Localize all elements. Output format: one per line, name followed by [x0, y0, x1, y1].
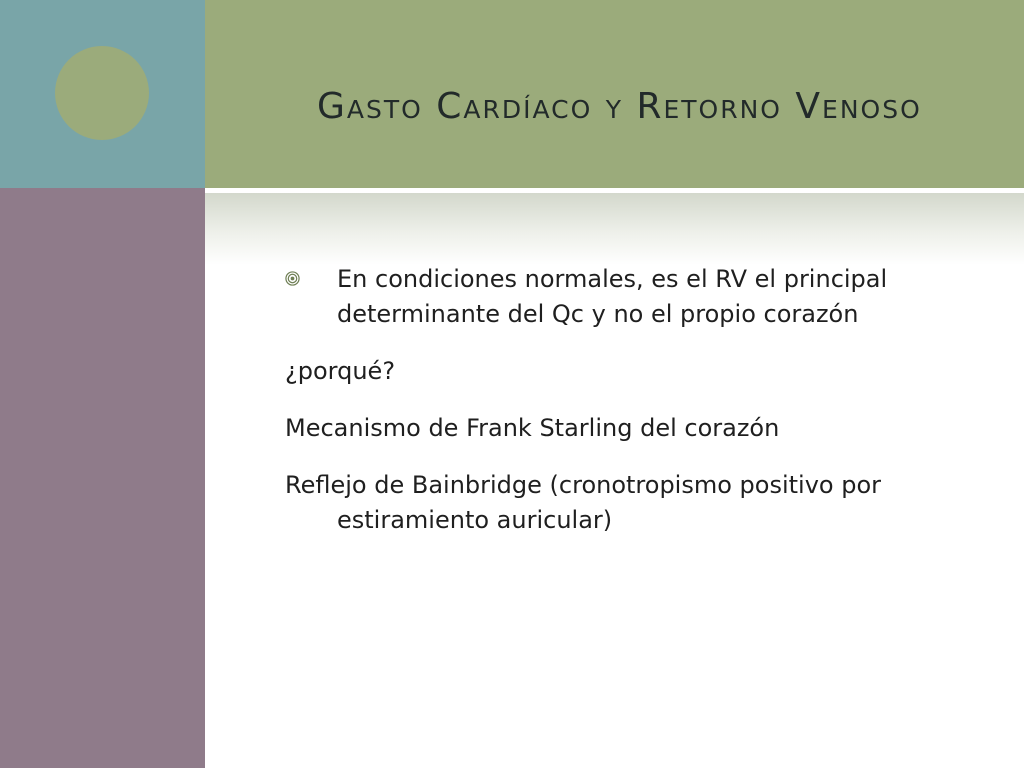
left-sidebar-block — [0, 188, 205, 768]
reflex-text: Reflejo de Bainbridge (cronotropismo positivo por estiramiento auricular) — [285, 471, 882, 534]
slide-body — [285, 262, 975, 538]
target-bullet-icon — [285, 271, 300, 286]
bullet-text: En condiciones normales, es el RV el principal determinante del Qc y no el propio corazón — [337, 265, 888, 328]
question-text: ¿porqué? — [285, 357, 396, 385]
gradient-band — [205, 193, 1024, 265]
slide-title: Gasto Cardíaco y Retorno Venoso — [317, 86, 922, 127]
mechanism-text: Mecanismo de Frank Starling del corazón — [285, 414, 780, 442]
teal-corner-block — [0, 0, 205, 188]
decorative-circle — [55, 46, 149, 140]
bullet-item — [285, 262, 975, 332]
